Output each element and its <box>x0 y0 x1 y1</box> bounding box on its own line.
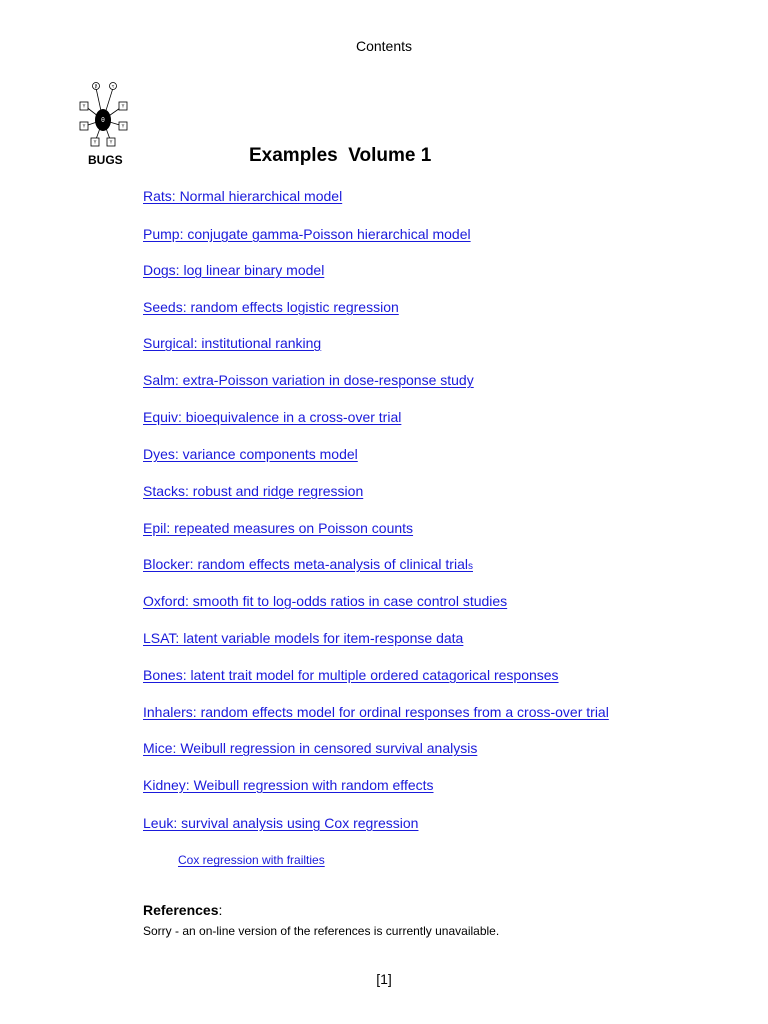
link-stacks[interactable]: Stacks: robust and ridge regression <box>143 483 364 499</box>
references-heading-colon: : <box>218 902 223 918</box>
link-seeds[interactable]: Seeds: random effects logistic regression <box>143 299 399 315</box>
link-epil[interactable]: Epil: repeated measures on Poisson counts <box>143 520 414 536</box>
svg-text:Y: Y <box>82 124 86 130</box>
references-text: Sorry - an on-line version of the references is currently unavailable. <box>143 924 500 938</box>
link-blocker-tail: s <box>467 561 473 572</box>
page-title: Examples Volume 1 <box>249 145 432 166</box>
link-pump[interactable]: Pump: conjugate gamma-Poisson hierarchical model <box>143 226 471 242</box>
svg-text:τ: τ <box>111 84 115 90</box>
link-blocker[interactable] <box>143 556 473 572</box>
link-kidney[interactable]: Kidney: Weibull regression with random effects <box>143 777 434 793</box>
svg-text:Y: Y <box>121 104 125 110</box>
svg-text:Y: Y <box>93 140 97 146</box>
link-equiv[interactable]: Equiv: bioequivalence in a cross-over trial <box>143 409 402 425</box>
page-number: [1] <box>376 971 392 987</box>
references-heading <box>143 902 222 918</box>
link-dyes[interactable]: Dyes: variance components model <box>143 446 358 462</box>
link-mice[interactable]: Mice: Weibull regression in censored survival analysis <box>143 740 478 756</box>
svg-text:Y: Y <box>109 140 113 146</box>
link-oxford[interactable]: Oxford: smooth fit to log-odds ratios in case control studies <box>143 593 508 609</box>
link-salm[interactable]: Salm: extra-Poisson variation in dose-response study <box>143 372 474 388</box>
link-lsat[interactable]: LSAT: latent variable models for item-response data <box>143 630 464 646</box>
link-blocker-text: Blocker: random effects meta-analysis of clinical trial <box>143 556 468 572</box>
link-surgical[interactable]: Surgical: institutional ranking <box>143 335 322 351</box>
link-cox-frailties[interactable]: Cox regression with frailties <box>178 853 325 867</box>
svg-text:β: β <box>94 84 98 90</box>
link-leuk[interactable]: Leuk: survival analysis using Cox regression <box>143 815 419 831</box>
svg-text:Y: Y <box>82 104 86 110</box>
svg-text:θ: θ <box>101 117 105 124</box>
link-dogs[interactable]: Dogs: log linear binary model <box>143 262 325 278</box>
logo-label: BUGS <box>88 153 123 167</box>
link-inhalers[interactable]: Inhalers: random effects model for ordinal responses from a cross-over trial <box>143 704 609 720</box>
svg-text:Y: Y <box>121 124 125 130</box>
link-bones[interactable]: Bones: latent trait model for multiple ordered catagorical responses <box>143 667 559 683</box>
link-rats[interactable]: Rats: Normal hierarchical model <box>143 188 343 204</box>
references-heading-label: References <box>143 902 219 918</box>
page-header: Contents <box>355 38 413 54</box>
